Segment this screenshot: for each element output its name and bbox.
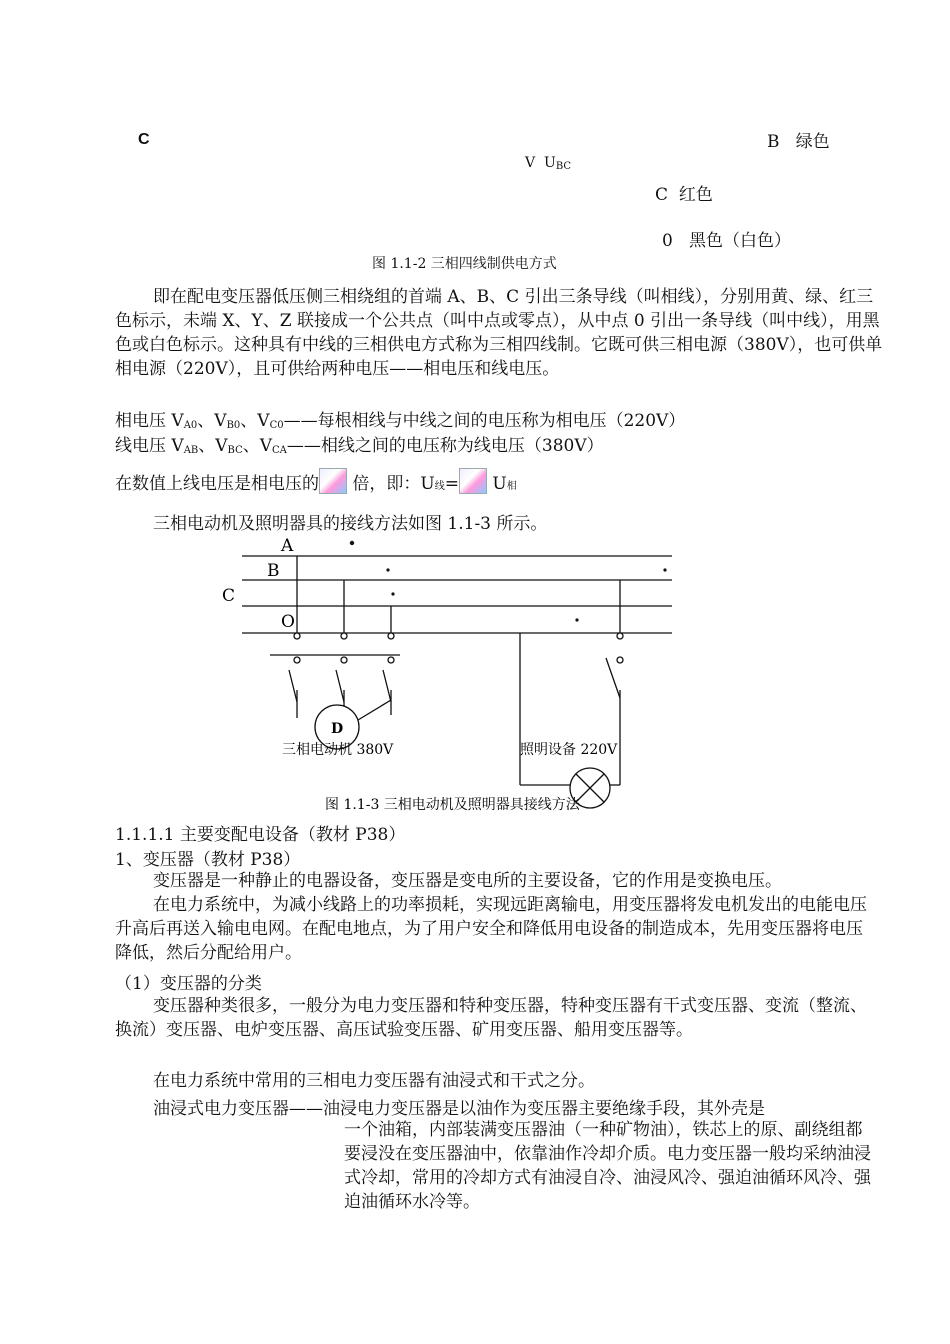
fig2-label-vubc: [525, 155, 571, 172]
phase-sub-c0: C0: [269, 420, 284, 431]
fig2-caption: 图 1.1-2 三相四线制供电方式: [372, 256, 557, 272]
line-sub-bc: BC: [227, 445, 243, 456]
fig2-ubc-sub: BC: [555, 161, 572, 172]
line-sep1: 、V: [198, 436, 228, 456]
bus-c-label: C: [222, 586, 236, 606]
phase-sep1: 、V: [197, 411, 227, 431]
fig2-label-c2: [655, 180, 713, 205]
fig2-b-color: 绿色: [795, 132, 830, 152]
ratio-text-b: 倍，即：U: [352, 474, 435, 494]
section-heading-1: 1.1.1.1 主要变配电设备（教材 P38）: [115, 825, 406, 845]
line-sub-ab: AB: [183, 445, 199, 456]
line-voltage-line: [115, 431, 604, 456]
motor-d-label: D: [331, 721, 344, 737]
line-sub-ca: CA: [272, 445, 287, 456]
transformer-p4: 在电力系统中常用的三相电力变压器有油浸式和干式之分。: [153, 1071, 595, 1091]
phase-sub-a0: A0: [183, 420, 198, 431]
fig2-0-letter: 0: [662, 231, 673, 251]
fig2-c2-letter: C: [655, 185, 669, 205]
wiring-diagram: [0, 530, 950, 820]
bus-o-label: O: [281, 612, 295, 632]
motor-label: 三相电动机 380V: [282, 742, 394, 758]
ratio-line: [115, 468, 517, 494]
ratio-sub-phase: 相: [506, 481, 517, 492]
line-sep2: 、V: [242, 436, 273, 456]
light-label: 照明设备 220V: [520, 742, 618, 758]
fig2-0-color: 黑色（白色）: [689, 231, 792, 251]
phase-sub-b0: B0: [226, 420, 241, 431]
fig2-label-0: [662, 226, 791, 251]
sqrt3-formula-image-icon-2: [459, 468, 487, 494]
transformer-p5-rest: 一个油箱，内部装满变压器油（一种矿物油），铁芯上的原、副绕组都要浸没在变压器油中，依靠油作冷却介质。电力变压器一般均采纳油浸式冷却，常用的冷却方式有油浸自冷、油浸风冷、强迫油循环风冷、强迫油循环水冷等。: [344, 1120, 871, 1212]
three-phase-paragraph: 即在配电变压器低压侧三相绕组的首端 A、B、C 引出三条导线（叫相线），分别用黄、绿、红三色标示，未端 X、Y、Z 联接成一个公共点（叫中点或零点），从中点 0 引出一条导线（叫中线），用黑色或白色标示。这种具有中线的三相供电方式称为三相四线制。它既可供三相电源（380V），也可供单相电源（220V），且可供给两种电压——相电压和线电压。: [115, 287, 883, 379]
phase-sep2: 、V: [240, 411, 270, 431]
ratio-text-a: 在数值上线电压是相电压的: [115, 474, 319, 494]
line-suffix: ——相线之间的电压称为线电压（380V）: [286, 436, 604, 456]
ratio-sub-line: 线: [434, 481, 445, 492]
transformer-p5-lead: 油浸式电力变压器——油浸电力变压器是以油作为变压器主要绝缘手段，其外壳是: [153, 1099, 765, 1119]
phase-suffix: ——每根相线与中线之间的电压称为相电压（220V）: [283, 411, 686, 431]
fig2-c2-color: 红色: [678, 185, 713, 205]
fig2-b-letter: B: [767, 132, 780, 152]
transformer-p3: 变压器种类很多，一般分为电力变压器和特种变压器，特种变压器有干式变压器、变流（整流、换流）变压器、电炉变压器、高压试验变压器、矿用变压器、船用变压器等。: [115, 996, 867, 1040]
phase-voltage-line: [115, 406, 685, 431]
fig2-label-c: C: [138, 131, 150, 148]
phase-prefix: 相电压 V: [115, 411, 184, 431]
fig2-v: V: [525, 155, 536, 171]
section-heading-3: （1）变压器的分类: [115, 974, 262, 994]
transformer-p1: 变压器是一种静止的电器设备，变压器是变电所的主要设备，它的作用是变换电压。: [153, 871, 782, 891]
bus-a-label: A: [281, 536, 294, 556]
ratio-eq: =: [444, 474, 459, 494]
bus-b-label: B: [267, 561, 280, 581]
fig3-caption: 图 1.1-3 三相电动机及照明器具接线方法: [325, 797, 580, 813]
sqrt3-formula-image-icon: [319, 468, 347, 494]
transformer-p2: 在电力系统中，为减小线路上的功率损耗，实现远距离输电，用变压器将发电机发出的电能电压升高后再送入输电电网。在配电地点，为了用户安全和降低用电设备的制造成本，先用变压器将电压降低，然后分配给用户。: [115, 895, 867, 963]
motor-intro: 三相电动机及照明器具的接线方法如图 1.1-3 所示。: [153, 514, 548, 534]
section-heading-2: 1、变压器（教材 P38）: [115, 850, 301, 870]
fig2-label-b: [767, 127, 830, 152]
ratio-u: U: [492, 474, 507, 494]
fig2-u: U: [544, 155, 556, 171]
line-prefix: 线电压 V: [115, 436, 184, 456]
